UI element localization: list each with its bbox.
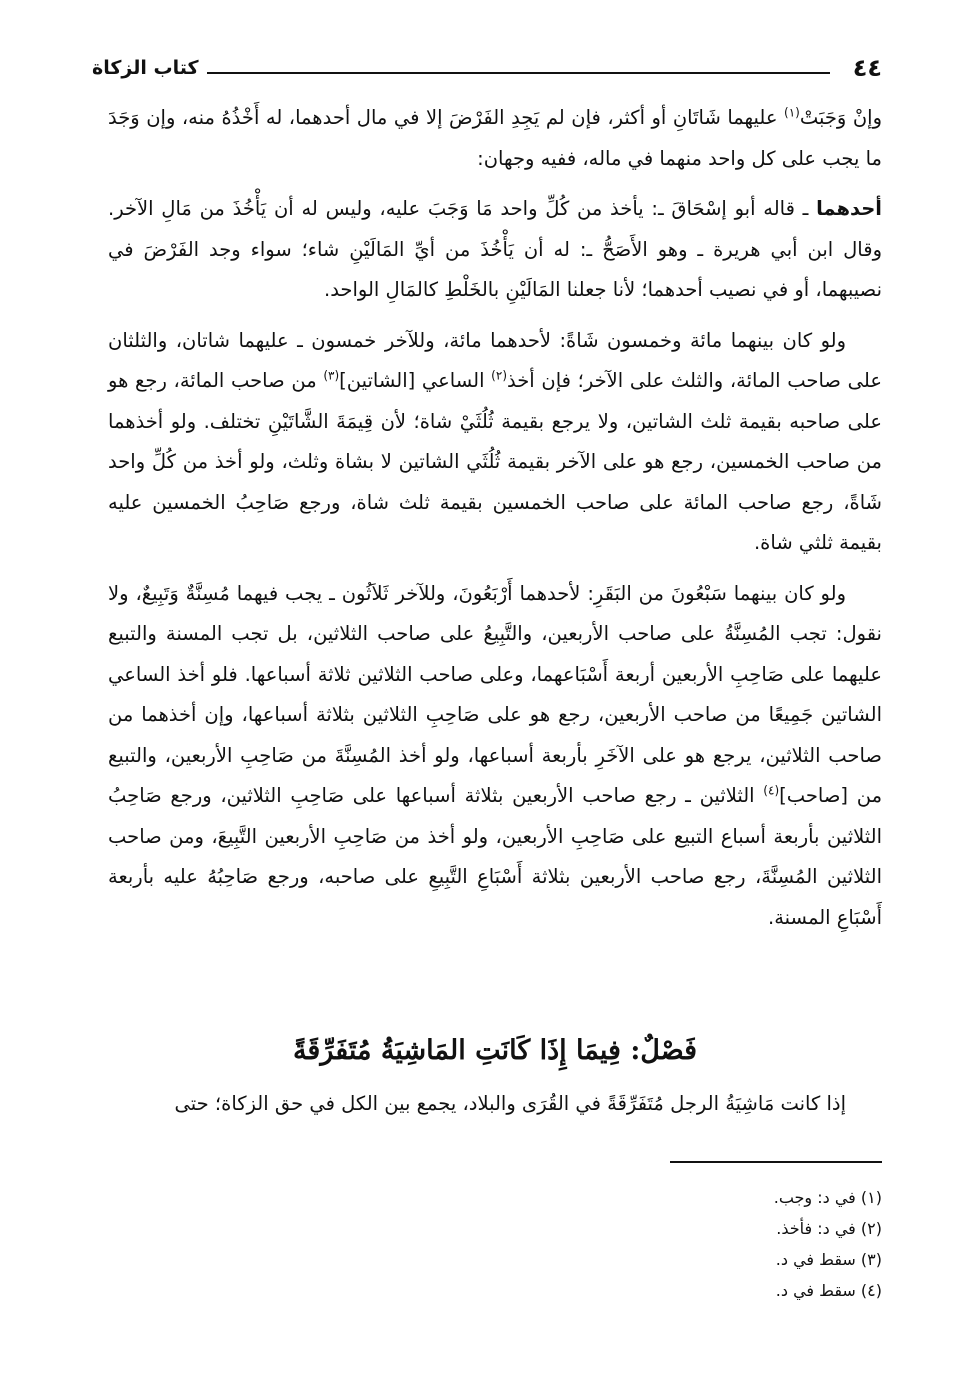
header-rule <box>207 72 830 74</box>
section-heading: فَصْلٌ: فِيمَا إِذَا كَانَتِ المَاشِيَةُ مُتَفَرِّقَةً <box>292 1035 698 1066</box>
paragraph <box>108 98 882 179</box>
text-run: ولو كان بينهما مائة وخمسون شَاةً: لأحدهما مائة، وللآخر خمسون ـ عليهما شاتان، والثلثان على صاحب المائة، والثلث على الآخر؛ فإن أخذ <box>108 328 882 392</box>
text-run: الساعي [الشاتين] <box>339 369 492 392</box>
footnote-item: (٣) سقط في د. <box>775 1250 882 1269</box>
footnote-marker: (٤) <box>763 783 780 798</box>
footnote-marker: (١) <box>784 105 800 120</box>
footnotes <box>382 1182 882 1306</box>
main-text <box>108 98 882 948</box>
footnote-marker: (٢) <box>491 368 507 383</box>
footnote-item: (١) في د: وجب. <box>773 1188 882 1207</box>
text-run: من صاحب المائة، رجع هو على صاحبه بقيمة ثلث الشاتين، ولا يرجع بقيمة ثُلُثَيْ شاة؛ لأن قِيمَةَ الشَّاتَيْنِ تختلف. ولو أخذهما من صاحب الخمسين، رجع هو على الآخر بقيمة ثُلُثَي الشاتين لا بشاة وثلث، ولو أخذ من كُلِّ واحد شَاةً، رجع صاحب المائة على صاحب الخمسين بقيمة ثلث شاة، ورجع صَاحِبُ الخمسين عليه بقيمة ثلثي شاة. <box>108 369 882 554</box>
bold-term: أحدهما <box>816 197 882 220</box>
page-number: ٤٤ <box>852 54 882 82</box>
footnote-item: (٢) في د: فأخذ. <box>776 1219 882 1238</box>
text-run: عليهما شَاتَانِ أو أكثر، فإن لم يَجِدِ الفَرْضَ إلا في مال أحدهما، له أَخْذُهُ منه، وإن وَجَدَ ما يجب على كل واحد منهما في ماله، ففيه وجهان: <box>108 106 882 170</box>
text-run: الثلاثين ـ رجع صاحب الأربعين بثلاثة أسباعها على صَاحِبِ الثلاثين، ورجع صَاحِبُ الثلاثين بأربعة أسباع التبيع على صَاحِبِ الأربعين، ولو أخذ من صَاحِبِ الأربعين التَّبِيعَ، ومن صاحب الثلاثين المُسِنَّةَ، رجع صاحب الأربعين بثلاثة أَسْبَاعِ التَّبِيعِ على صاحبه، ورجع صَاحِبُهُ عليه بأربعة أَسْبَاعِ المسنة. <box>108 784 882 929</box>
footnote-marker: (٣) <box>323 368 340 383</box>
paragraph <box>108 321 882 564</box>
text-run: وإنْ وَجَبَتْ <box>799 106 882 129</box>
page-header <box>92 50 882 86</box>
running-title: كتاب الزكاة <box>92 57 199 79</box>
text-run: ـ قاله أبو إسْحَاقَ ـ: يأخذ من كُلِّ واحد مَا وَجَبَ عليه، وليس له أن يَأْخُذَ من مَالِ الآخر. وقال ابن أبي هريرة ـ وهو الأَصَحُّ ـ: له أن يَأْخُذَ من أيِّ المَالَيْنِ شاء؛ سواء وجد الفَرْضَ في نصيبهما، أو في نصيب أحدهما؛ لأنا جعلنا المَالَيْنِ بالخَلْطِ كالمَالِ الواحد. <box>108 197 882 301</box>
footnote-item: (٤) سقط في د. <box>775 1281 882 1300</box>
paragraph <box>108 189 882 311</box>
footnote-rule <box>670 1161 882 1163</box>
text-run: ولو كان بينهما سَبْعُونَ من البَقَرِ: لأحدهما أَرْبَعُونَ، وللآخر ثَلاَثُون ـ يجب فيهما مُسِنَّةٌ وَتَبِيعٌ، ولا نقول: تجب المُسِنَّةُ على صاحب الأربعين، والتَّبِيعُ على صاحب الثلاثين، بل تجب المسنة والتبيع عليهما على صَاحِبِ الأربعين أربعة أَسْبَاعهما، وعلى صاحب الثلاثين ثلاثة أسباعها. فلو أخذ الساعي الشاتين جَمِيعًا من صاحب الأربعين، رجع هو على صَاحِبِ الثلاثين بثلاثة أسباعها، وإن أخذهما من صاحب الثلاثين، يرجع هو على الآخَرِ بأربعة أسباعها، ولو أخذ المُسِنَّةَ من صَاحِبِ الأربعين، والتبيع من [صاحب] <box>108 581 883 807</box>
paragraph <box>108 574 882 939</box>
section-paragraph: إذا كانت مَاشِيَةُ الرجل مُتَفَرِّقَةً في القُرَى والبلاد، يجمع بين الكل في حق الزكاة؛ حتى <box>174 1092 846 1115</box>
